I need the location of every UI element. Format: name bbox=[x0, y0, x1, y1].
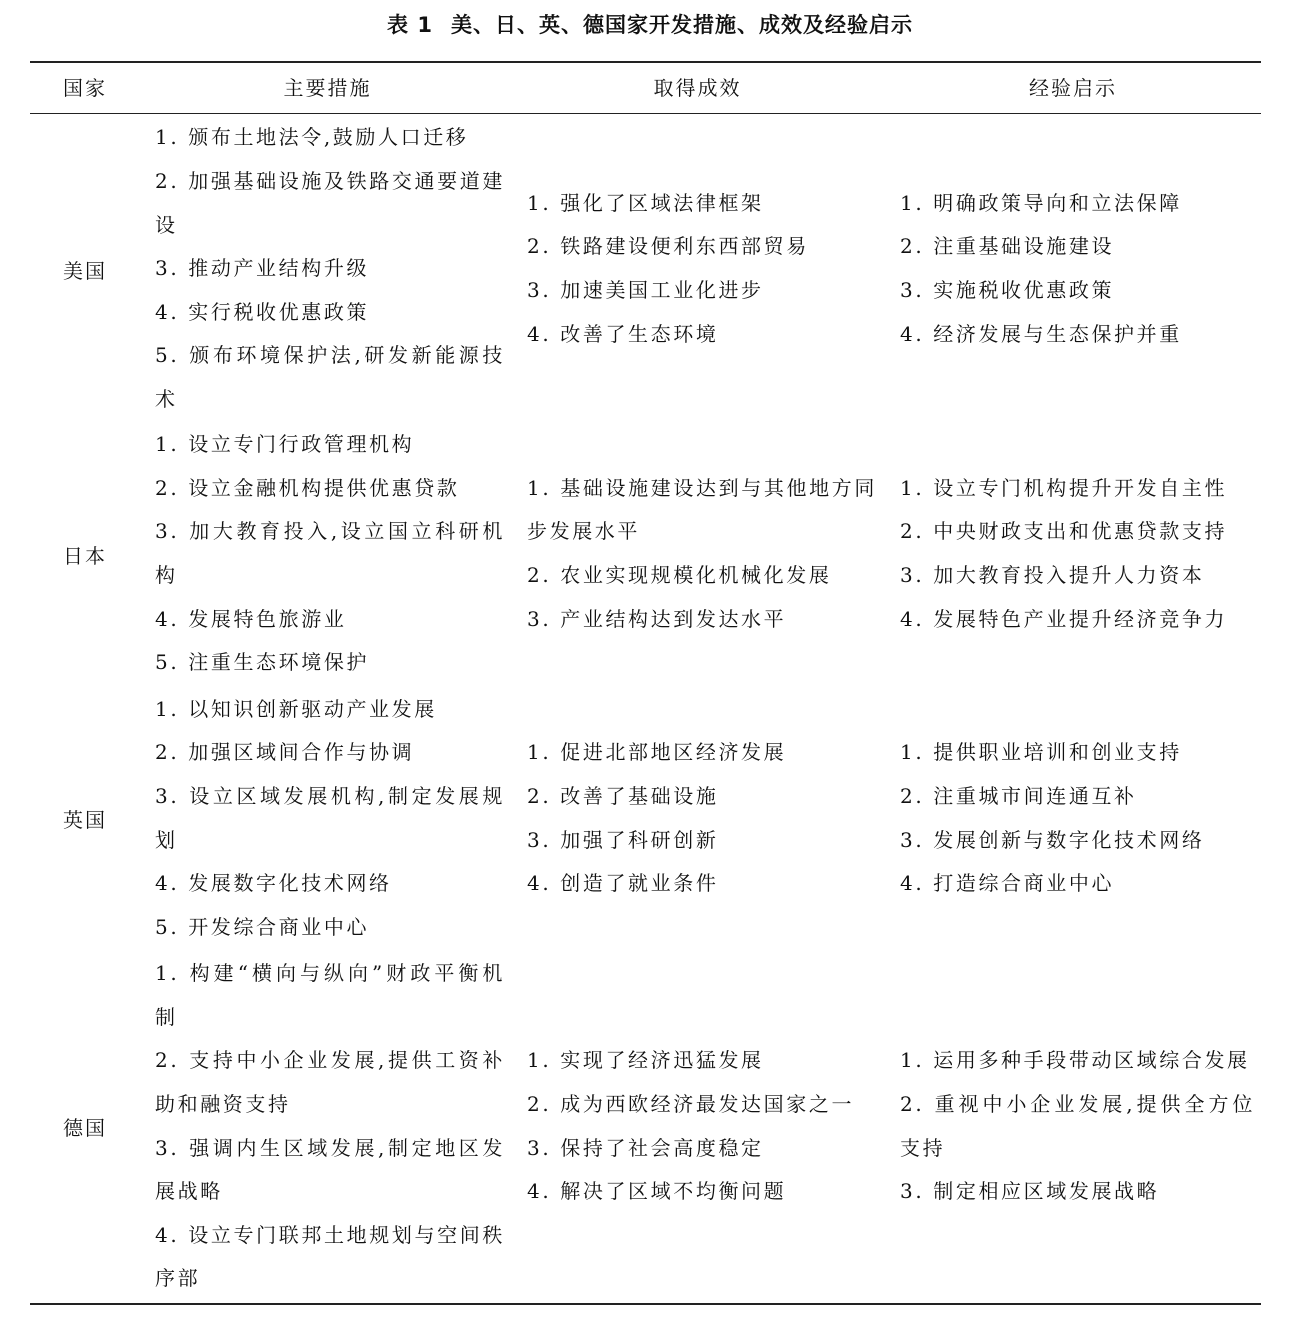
table-title: 美、日、英、德国家开发措施、成效及经验启示 bbox=[450, 13, 913, 37]
result-item: 2. 农业实现规模化机械化发展 bbox=[527, 563, 832, 587]
table-top-rule bbox=[30, 61, 1261, 63]
table-caption bbox=[0, 10, 1300, 40]
measure-item: 1. 构建“横向与纵向”财政平衡机制 bbox=[155, 961, 505, 1029]
measure-item: 5. 注重生态环境保护 bbox=[155, 650, 370, 675]
table-row-japan bbox=[0, 422, 1300, 686]
result-item: 2. 铁路建设便利东西部贸易 bbox=[527, 234, 809, 259]
country-label: 美国 bbox=[63, 258, 107, 283]
measures-cell bbox=[155, 116, 505, 422]
lessons-cell bbox=[900, 116, 1255, 422]
measure-item: 2. 加强基础设施及铁路交通要道建设 bbox=[155, 169, 505, 237]
results-cell bbox=[527, 422, 877, 686]
measures-cell bbox=[155, 422, 505, 686]
result-item: 1. 强化了区域法律框架 bbox=[527, 190, 764, 215]
header-main-measures: 主要措施 bbox=[283, 76, 372, 100]
lesson-item: 1. 明确政策导向和立法保障 bbox=[900, 190, 1182, 215]
measure-item: 5. 开发综合商业中心 bbox=[155, 914, 370, 939]
lesson-item: 2. 中央财政支出和优惠贷款支持 bbox=[900, 519, 1228, 544]
measures-cell bbox=[155, 686, 505, 951]
lessons-cell bbox=[900, 422, 1255, 686]
lesson-item: 4. 发展特色产业提升经济竞争力 bbox=[900, 606, 1228, 631]
lesson-item: 3. 加大教育投入提升人力资本 bbox=[900, 563, 1205, 587]
results-cell bbox=[527, 116, 877, 422]
lesson-item: 2. 注重基础设施建设 bbox=[900, 234, 1115, 259]
result-item: 1. 促进北部地区经济发展 bbox=[527, 740, 787, 765]
lesson-item: 1. 设立专门机构提升开发自主性 bbox=[900, 475, 1228, 500]
result-item: 3. 加强了科研创新 bbox=[527, 827, 719, 852]
header-lessons: 经验启示 bbox=[1029, 76, 1117, 100]
measure-item: 3. 设立区域发展机构,制定发展规划 bbox=[155, 783, 505, 852]
country-cell bbox=[30, 422, 140, 686]
result-item: 3. 保持了社会高度稳定 bbox=[527, 1135, 764, 1160]
country-cell bbox=[30, 951, 140, 1302]
table-row-usa bbox=[0, 116, 1300, 422]
lessons-cell bbox=[900, 951, 1255, 1302]
header-country: 国家 bbox=[63, 76, 107, 100]
result-item: 1. 实现了经济迅猛发展 bbox=[527, 1048, 764, 1073]
table-row-uk bbox=[0, 686, 1300, 951]
lesson-item: 3. 制定相应区域发展战略 bbox=[900, 1179, 1160, 1204]
result-item: 4. 改善了生态环境 bbox=[527, 321, 719, 346]
lesson-item: 1. 提供职业培训和创业支持 bbox=[900, 740, 1182, 765]
measure-item: 4. 发展数字化技术网络 bbox=[155, 871, 392, 896]
result-item: 3. 产业结构达到发达水平 bbox=[527, 606, 787, 631]
measure-item: 4. 发展特色旅游业 bbox=[155, 606, 347, 631]
measure-item: 4. 实行税收优惠政策 bbox=[155, 299, 370, 324]
country-cell bbox=[30, 116, 140, 422]
country-label: 德国 bbox=[63, 1116, 107, 1140]
lesson-item: 3. 发展创新与数字化技术网络 bbox=[900, 827, 1205, 852]
country-label: 英国 bbox=[63, 808, 107, 832]
result-item: 4. 创造了就业条件 bbox=[527, 871, 719, 896]
measure-item: 3. 推动产业结构升级 bbox=[155, 256, 370, 281]
country-label: 日本 bbox=[63, 543, 107, 568]
table-header-rule bbox=[30, 113, 1261, 114]
result-item: 2. 改善了基础设施 bbox=[527, 783, 719, 808]
results-cell bbox=[527, 686, 877, 951]
country-cell bbox=[30, 686, 140, 951]
result-item: 2. 成为西欧经济最发达国家之一 bbox=[527, 1091, 855, 1116]
measure-item: 1. 设立专门行政管理机构 bbox=[155, 432, 415, 457]
measure-item: 5. 颁布环境保护法,研发新能源技术 bbox=[155, 343, 505, 411]
table-number: 表 1 bbox=[387, 13, 433, 37]
lessons-cell bbox=[900, 686, 1255, 951]
lesson-item: 1. 运用多种手段带动区域综合发展 bbox=[900, 1048, 1250, 1073]
measure-item: 1. 以知识创新驱动产业发展 bbox=[155, 696, 437, 721]
measure-item: 4. 设立专门联邦土地规划与空间秩序部 bbox=[155, 1222, 505, 1291]
results-cell bbox=[527, 951, 877, 1302]
lesson-item: 3. 实施税收优惠政策 bbox=[900, 278, 1115, 302]
lesson-item: 4. 打造综合商业中心 bbox=[900, 871, 1115, 896]
lesson-item: 4. 经济发展与生态保护并重 bbox=[900, 321, 1182, 346]
measure-item: 2. 加强区域间合作与协调 bbox=[155, 740, 415, 765]
measure-item: 2. 支持中小企业发展,提供工资补助和融资支持 bbox=[155, 1048, 505, 1116]
result-item: 1. 基础设施建设达到与其他地方同步发展水平 bbox=[527, 475, 877, 544]
measure-item: 2. 设立金融机构提供优惠贷款 bbox=[155, 475, 460, 500]
measure-item: 1. 颁布土地法令,鼓励人口迁移 bbox=[155, 125, 469, 150]
lesson-item: 2. 重视中小企业发展,提供全方位支持 bbox=[900, 1091, 1255, 1160]
measure-item: 3. 强调内生区域发展,制定地区发展战略 bbox=[155, 1135, 505, 1204]
table-row-germany bbox=[0, 951, 1300, 1302]
lesson-item: 2. 注重城市间连通互补 bbox=[900, 783, 1137, 808]
table-bottom-rule bbox=[30, 1303, 1261, 1305]
result-item: 4. 解决了区域不均衡问题 bbox=[527, 1179, 787, 1204]
header-results: 取得成效 bbox=[653, 76, 742, 100]
result-item: 3. 加速美国工业化进步 bbox=[527, 278, 764, 302]
measure-item: 3. 加大教育投入,设立国立科研机构 bbox=[155, 519, 505, 587]
measures-cell bbox=[155, 951, 505, 1302]
